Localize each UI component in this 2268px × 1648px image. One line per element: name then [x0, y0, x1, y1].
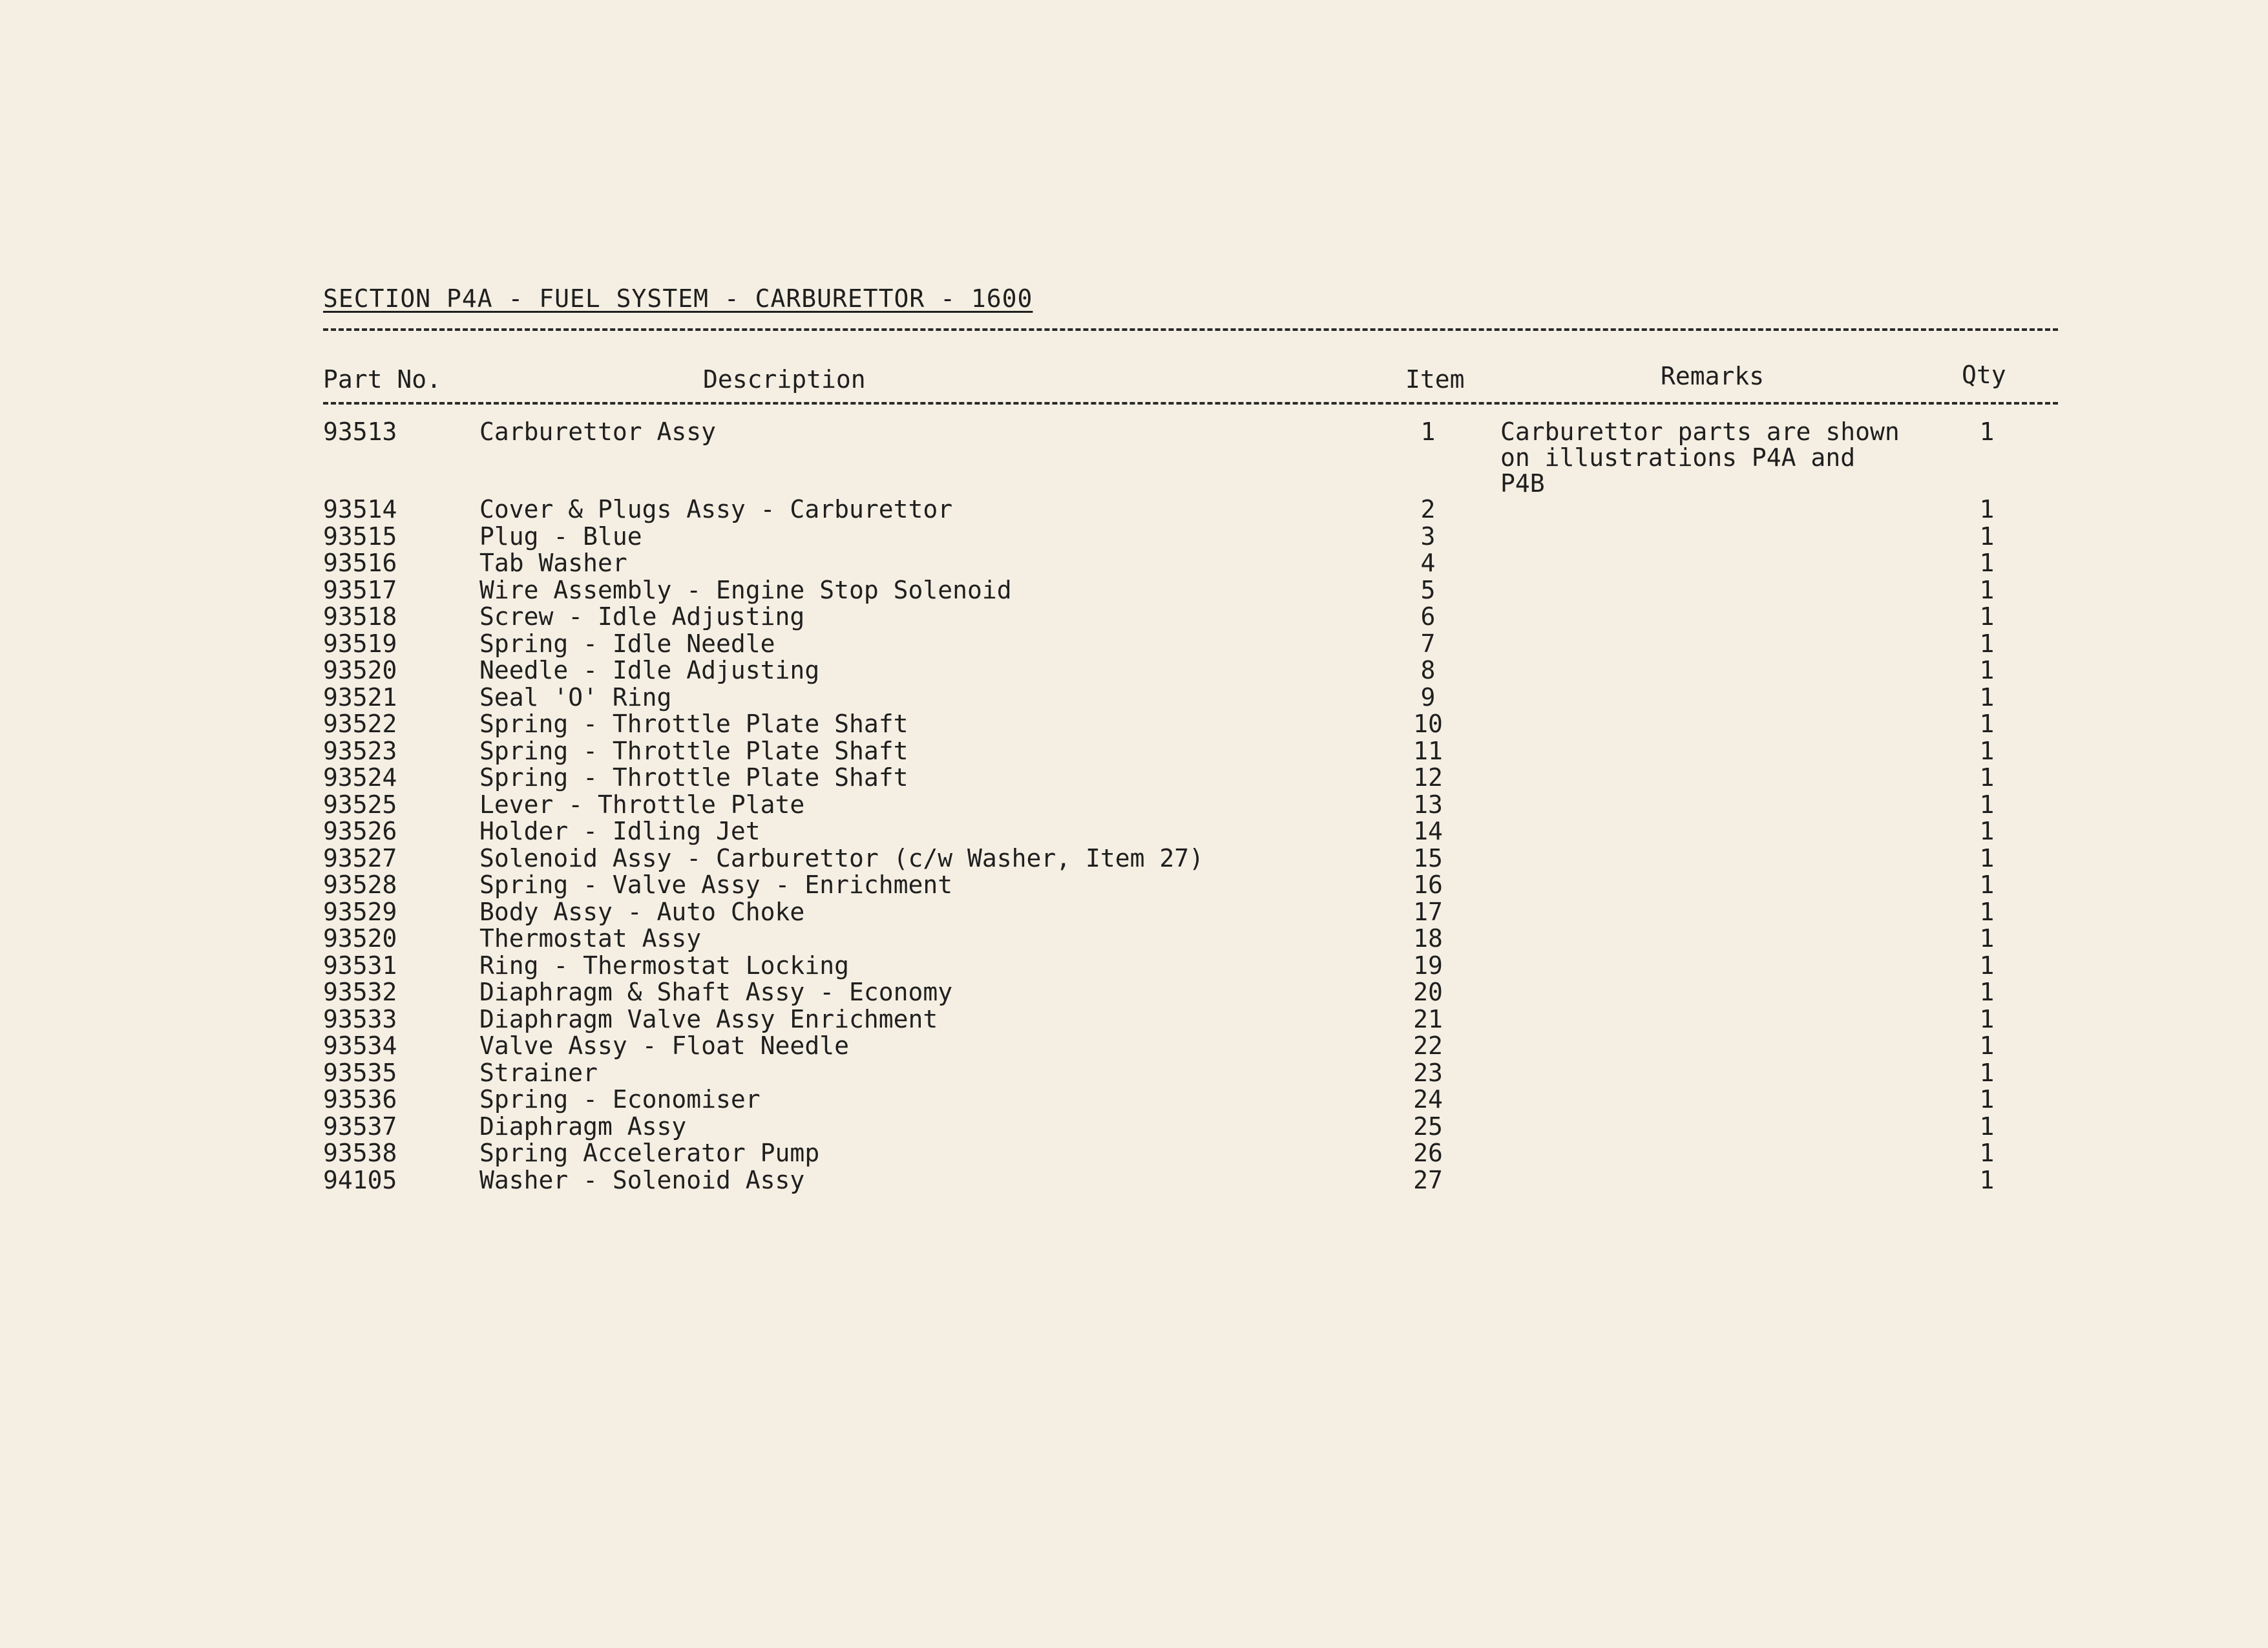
- part-description: Spring - Economiser: [479, 1085, 761, 1114]
- part-number: 93533: [323, 1004, 397, 1033]
- item-number: 18: [1413, 924, 1443, 953]
- header-description: Description: [703, 365, 866, 394]
- table-row: [0, 925, 2268, 953]
- part-number: 93524: [323, 763, 397, 792]
- part-description: Diaphragm Assy: [479, 1112, 687, 1141]
- table-row: [0, 845, 2268, 872]
- quantity: 1: [1979, 1058, 1995, 1087]
- quantity: 1: [1979, 897, 1995, 926]
- part-description: Valve Assy - Float Needle: [479, 1031, 849, 1060]
- part-number: 93535: [323, 1058, 397, 1087]
- table-row: [0, 872, 2268, 899]
- quantity: 1: [1979, 978, 1995, 1006]
- part-number: 93520: [323, 656, 397, 684]
- part-number: 93522: [323, 710, 397, 738]
- item-number: 9: [1420, 682, 1436, 712]
- item-number: 19: [1413, 951, 1443, 980]
- table-row: [0, 953, 2268, 980]
- table-row: [0, 899, 2268, 926]
- quantity: 1: [1979, 843, 1995, 872]
- quantity: 1: [1979, 763, 1995, 792]
- part-description: Diaphragm & Shaft Assy - Economy: [479, 978, 953, 1006]
- part-description: Holder - Idling Jet: [479, 817, 761, 845]
- part-description: Spring - Valve Assy - Enrichment: [479, 871, 953, 899]
- header-qty: Qty: [1962, 361, 2006, 389]
- part-description: Spring - Throttle Plate Shaft: [479, 736, 908, 765]
- quantity: 1: [1979, 1085, 1995, 1114]
- part-number: 93515: [323, 522, 397, 551]
- table-row: [0, 711, 2268, 738]
- table-row: [0, 631, 2268, 658]
- part-number: 93534: [323, 1031, 397, 1060]
- quantity: 1: [1979, 1112, 1995, 1141]
- part-number: 93531: [323, 951, 397, 980]
- quantity: 1: [1979, 1139, 1995, 1167]
- item-number: 15: [1413, 843, 1443, 872]
- quantity: 1: [1979, 522, 1995, 551]
- part-number: 93528: [323, 871, 397, 899]
- item-number: 7: [1420, 629, 1436, 658]
- quantity: 1: [1979, 1031, 1995, 1060]
- item-number: 21: [1413, 1004, 1443, 1033]
- part-description: Strainer: [479, 1058, 598, 1087]
- table-row: [0, 419, 2268, 496]
- item-number: 24: [1413, 1085, 1443, 1114]
- part-number: 93526: [323, 817, 397, 845]
- table-row: [0, 1114, 2268, 1141]
- part-description: Wire Assembly - Engine Stop Solenoid: [479, 575, 1012, 604]
- part-description: Carburettor Assy: [479, 417, 717, 446]
- table-row: [0, 684, 2268, 712]
- item-number: 2: [1420, 495, 1436, 523]
- part-number: 93521: [323, 682, 397, 712]
- item-number: 20: [1413, 978, 1443, 1006]
- part-number: 93527: [323, 843, 397, 872]
- part-description: Spring - Idle Needle: [479, 629, 775, 658]
- table-row: [0, 1086, 2268, 1114]
- quantity: 1: [1979, 629, 1995, 658]
- item-number: 4: [1420, 549, 1436, 577]
- quantity: 1: [1979, 575, 1995, 604]
- section-title: SECTION P4A - FUEL SYSTEM - CARBURETTOR - 1600: [323, 284, 1033, 313]
- item-number: 13: [1413, 790, 1443, 819]
- part-description: Spring Accelerator Pump: [479, 1139, 820, 1167]
- table-row: [0, 1006, 2268, 1033]
- part-number: 93529: [323, 897, 397, 926]
- part-description: Plug - Blue: [479, 522, 642, 551]
- table-row: [0, 1140, 2268, 1167]
- table-row: [0, 979, 2268, 1006]
- item-number: 8: [1420, 656, 1436, 684]
- item-number: 6: [1420, 602, 1436, 631]
- part-description: Solenoid Assy - Carburettor (c/w Washer, Item 27): [479, 843, 1204, 872]
- item-number: 3: [1420, 522, 1436, 551]
- quantity: 1: [1979, 417, 1995, 446]
- quantity: 1: [1979, 549, 1995, 577]
- part-description: Thermostat Assy: [479, 924, 702, 953]
- quantity: 1: [1979, 656, 1995, 684]
- quantity: 1: [1979, 790, 1995, 819]
- part-description: Spring - Throttle Plate Shaft: [479, 763, 908, 792]
- part-number: 93536: [323, 1085, 397, 1114]
- quantity: 1: [1979, 871, 1995, 899]
- item-number: 10: [1413, 710, 1443, 738]
- header-divider: [323, 402, 2058, 405]
- part-description: Seal 'O' Ring: [479, 682, 672, 712]
- item-number: 27: [1413, 1165, 1443, 1194]
- quantity: 1: [1979, 682, 1995, 712]
- quantity: 1: [1979, 602, 1995, 631]
- part-description: Cover & Plugs Assy - Carburettor: [479, 495, 953, 523]
- item-number: 16: [1413, 871, 1443, 899]
- part-number: 93516: [323, 549, 397, 577]
- header-item: Item: [1405, 365, 1465, 394]
- table-row: [0, 657, 2268, 684]
- part-number: 93518: [323, 602, 397, 631]
- item-number: 26: [1413, 1139, 1443, 1167]
- table-row: [0, 604, 2268, 631]
- item-number: 14: [1413, 817, 1443, 845]
- part-number: 93538: [323, 1139, 397, 1167]
- table-row: [0, 818, 2268, 845]
- part-number: 93523: [323, 736, 397, 765]
- table-row: [0, 738, 2268, 765]
- part-description: Spring - Throttle Plate Shaft: [479, 710, 908, 738]
- table-row: [0, 792, 2268, 819]
- parts-table: [0, 419, 2268, 1194]
- table-row: [0, 523, 2268, 551]
- table-row: [0, 496, 2268, 523]
- table-row: [0, 550, 2268, 577]
- item-number: 12: [1413, 763, 1443, 792]
- item-number: 5: [1420, 575, 1436, 604]
- quantity: 1: [1979, 736, 1995, 765]
- quantity: 1: [1979, 710, 1995, 738]
- table-row: [0, 1167, 2268, 1194]
- part-number: 93537: [323, 1112, 397, 1141]
- part-number: 93532: [323, 978, 397, 1006]
- remarks: Carburettor parts are shown on illustrations P4A and P4B: [1500, 417, 1900, 498]
- quantity: 1: [1979, 1165, 1995, 1194]
- part-description: Screw - Idle Adjusting: [479, 602, 805, 631]
- quantity: 1: [1979, 817, 1995, 845]
- part-number: 93525: [323, 790, 397, 819]
- part-number: 93514: [323, 495, 397, 523]
- quantity: 1: [1979, 924, 1995, 953]
- part-description: Needle - Idle Adjusting: [479, 656, 820, 684]
- quantity: 1: [1979, 495, 1995, 523]
- part-number: 93519: [323, 629, 397, 658]
- header-part-no: Part No.: [323, 365, 442, 394]
- table-row: [0, 1060, 2268, 1087]
- item-number: 11: [1413, 736, 1443, 765]
- table-row: [0, 765, 2268, 792]
- item-number: 1: [1420, 417, 1436, 446]
- part-number: 93517: [323, 575, 397, 604]
- part-number: 93513: [323, 417, 397, 446]
- item-number: 17: [1413, 897, 1443, 926]
- header-remarks: Remarks: [1661, 362, 1765, 390]
- item-number: 22: [1413, 1031, 1443, 1060]
- table-row: [0, 1033, 2268, 1060]
- table-row: [0, 577, 2268, 604]
- item-number: 25: [1413, 1112, 1443, 1141]
- part-description: Lever - Throttle Plate: [479, 790, 805, 819]
- part-description: Body Assy - Auto Choke: [479, 897, 805, 926]
- title-divider: [323, 328, 2058, 331]
- quantity: 1: [1979, 951, 1995, 980]
- part-description: Diaphragm Valve Assy Enrichment: [479, 1004, 938, 1033]
- item-number: 23: [1413, 1058, 1443, 1087]
- part-description: Washer - Solenoid Assy: [479, 1165, 805, 1194]
- part-number: 93520: [323, 924, 397, 953]
- part-number: 94105: [323, 1165, 397, 1194]
- part-description: Tab Washer: [479, 549, 627, 577]
- part-description: Ring - Thermostat Locking: [479, 951, 849, 980]
- quantity: 1: [1979, 1004, 1995, 1033]
